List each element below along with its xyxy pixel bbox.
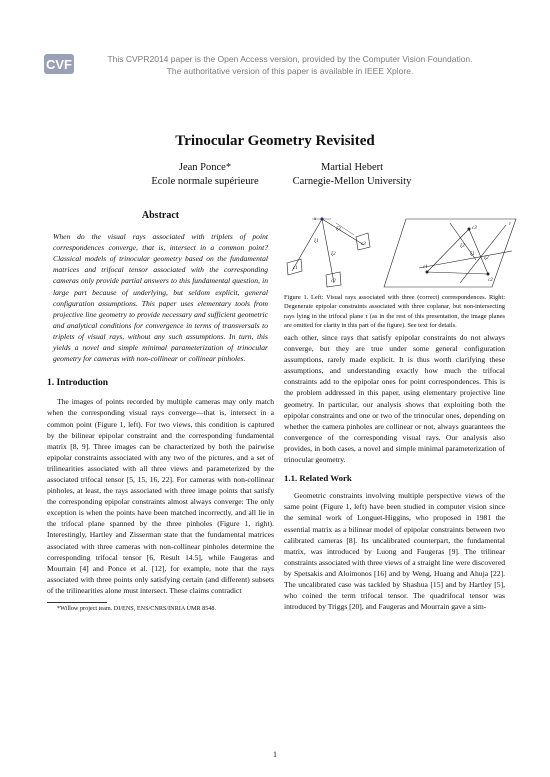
ray-xi1 <box>419 251 512 268</box>
label-c3-right: c3 <box>472 226 477 231</box>
ray-xi2 <box>460 225 506 283</box>
footnote: *Willow project team. DI/ENS, ENS/CNRS/INRIA UMR 8548. <box>57 605 217 612</box>
figure-caption: Figure 1. Left: Visual rays associated with three (correct) correspondences. Right: Degenerate epipolar constraints associated with three coplanar, but non-intersecting rays lying in the trifocal plane τ (as in the rest of this presentation, the image planes are omitted for clarity in this part of the figure). See text for details. <box>284 294 505 330</box>
label-xi2: ξ2 <box>331 252 336 257</box>
label-x: x <box>314 217 317 222</box>
label-xi1: ξ1 <box>314 239 319 244</box>
abstract-heading: Abstract <box>141 210 180 221</box>
notice-line-1: This CVPR2014 paper is the Open Access version, provided by the Computer Vision Foundation. <box>107 54 473 64</box>
ray-3 <box>322 219 364 245</box>
author-affiliation: Ecole normale supérieure <box>151 176 259 187</box>
page-number: 1 <box>273 750 277 759</box>
right-column <box>284 332 505 612</box>
paper-title: Trinocular Geometry Revisited <box>175 133 375 149</box>
author-name: Martial Hebert <box>320 162 384 173</box>
abstract-text: When do the visual rays associated with triplets of point correspondences converge, that is, intersect in a common point? Classical models of trinocular geometry based on the fundamental matrices and trifocal tensor associated with the corresponding cameras only provide partial answers to this fundamental question, in large part because of underlying, but seldom explicit, general configuration assumptions. This paper uses elementary tools from projective line geometry to provide necessary and sufficient geometric and analytical conditions for convergence in terms of transversals to triplets of visual rays, without any such assumptions. In turn, this yields a novel and simple minimal parameterization of trinocular geometry for cameras with non-collinear or collinear pinholes. <box>53 232 268 364</box>
label-xi3-right: ξ3 <box>460 244 465 249</box>
cvf-logo-text: CVF <box>46 57 72 72</box>
open-access-notice <box>100 53 480 77</box>
trifocal-plane <box>384 219 516 287</box>
introduction-paragraph-2: each other, since rays that satisfy epipolar constraints do not always converge, but they are true under some general configuration assumptions, rarely made explicit. It is thus worth clarifying these assumptions, and understanding exactly how much the trifocal constraints add to the epipolar ones for point correspondences. This is the problem addressed in this paper, using elementary projective line geometry. In particular, our analysis shows that exploiting both the epipolar constraints and one or two of the trinocular ones, depending on whether the camera pinholes are collinear or not, always guarantees the convergence of the corresponding visual rays. Our analysis also provides, in both cases, a novel and simple minimal parameterization of trinocular geometry. <box>284 333 505 465</box>
introduction-heading: 1. Introduction <box>47 378 109 389</box>
author-block-2 <box>252 161 452 189</box>
label-c1: c1 <box>293 266 298 271</box>
author-affiliation: Carnegie-Mellon University <box>292 176 412 187</box>
introduction-paragraph-1: The images of points recorded by multiple cameras may only match when the corresponding visual rays converge—that is, intersect in a common point (Figure 1, left). For two views, this condition is captured by the bilinear epipolar constraint and the corresponding fundamental matrix [8, 9]. Three images can be characterized by both the pairwise epipolar constraints associated with any two of the pictures, and a set of trilinearities associated with all three views and parameterized by the associated trifocal tensor [5, 15, 16, 22]. For cameras with non-collinear pinholes, at least, the rays associated with three image points that satisfy the corresponding epipolar constraints almost always converge: The only exception is when the points have been matched incorrectly, and all lie in the trifocal plane spanned by the three pinholes (Figure 1, right). Interestingly, Hartley and Zisserman state that the fundamental matrices associated with three cameras with non-collinear pinholes determine the corresponding trifocal tensor [6, Result 14.5], while Faugeras and Mourrain [4] and Ponce et al. [12], for example, note that the rays associated with three points only satisfying certain (and different) subsets of the trilinearities alone must intersect. These claims contradict <box>47 397 274 595</box>
label-c2-right: c2 <box>488 278 493 283</box>
related-work-heading: 1.1. Related Work <box>284 473 352 484</box>
label-tau: τ <box>509 222 511 227</box>
related-work-paragraph-1: Geometric constraints involving multiple perspective views of the same point (Figure 1, left) have been studied in computer vision since the seminal work of Longuet-Higgins, who proposed in 1981 the essential matrix as a bilinear model of epipolar constraints between two calibrated cameras [8]. Its uncalibrated counterpart, the fundamental matrix, was introduced by Luong and Faugeras [9]. The trilinear constraints associated with three views of a straight line were discovered by Spetsakis and Aloimonos [16] and by Weng, Huang and Ahuja [22]. The uncalibrated case was tackled by Shashua [15] and by Hartley [5], who coined the term trifocal tensor. The quadrifocal tensor was introduced by Triggs [20], and Faugeras and Mourrain gave a sim- <box>284 491 505 612</box>
label-c3: c3 <box>361 242 366 247</box>
figure-1 <box>284 215 520 289</box>
label-xi2-right: ξ2 <box>484 256 489 261</box>
label-c1-right: c1 <box>423 265 428 270</box>
notice-line-2: The authoritative version of this paper is available in IEEE Xplore. <box>166 66 414 76</box>
label-xi3: ξ3 <box>336 227 341 232</box>
label-xi1-right: ξ1 <box>470 252 475 257</box>
ray-1 <box>292 219 322 271</box>
author-name: Jean Ponce* <box>178 162 232 173</box>
figure-right-panel <box>384 219 516 287</box>
figure-left-panel <box>287 217 370 287</box>
label-c2: c2 <box>331 279 336 284</box>
cvf-logo <box>44 52 74 76</box>
left-column <box>47 210 274 613</box>
footnote-rule <box>47 602 107 603</box>
